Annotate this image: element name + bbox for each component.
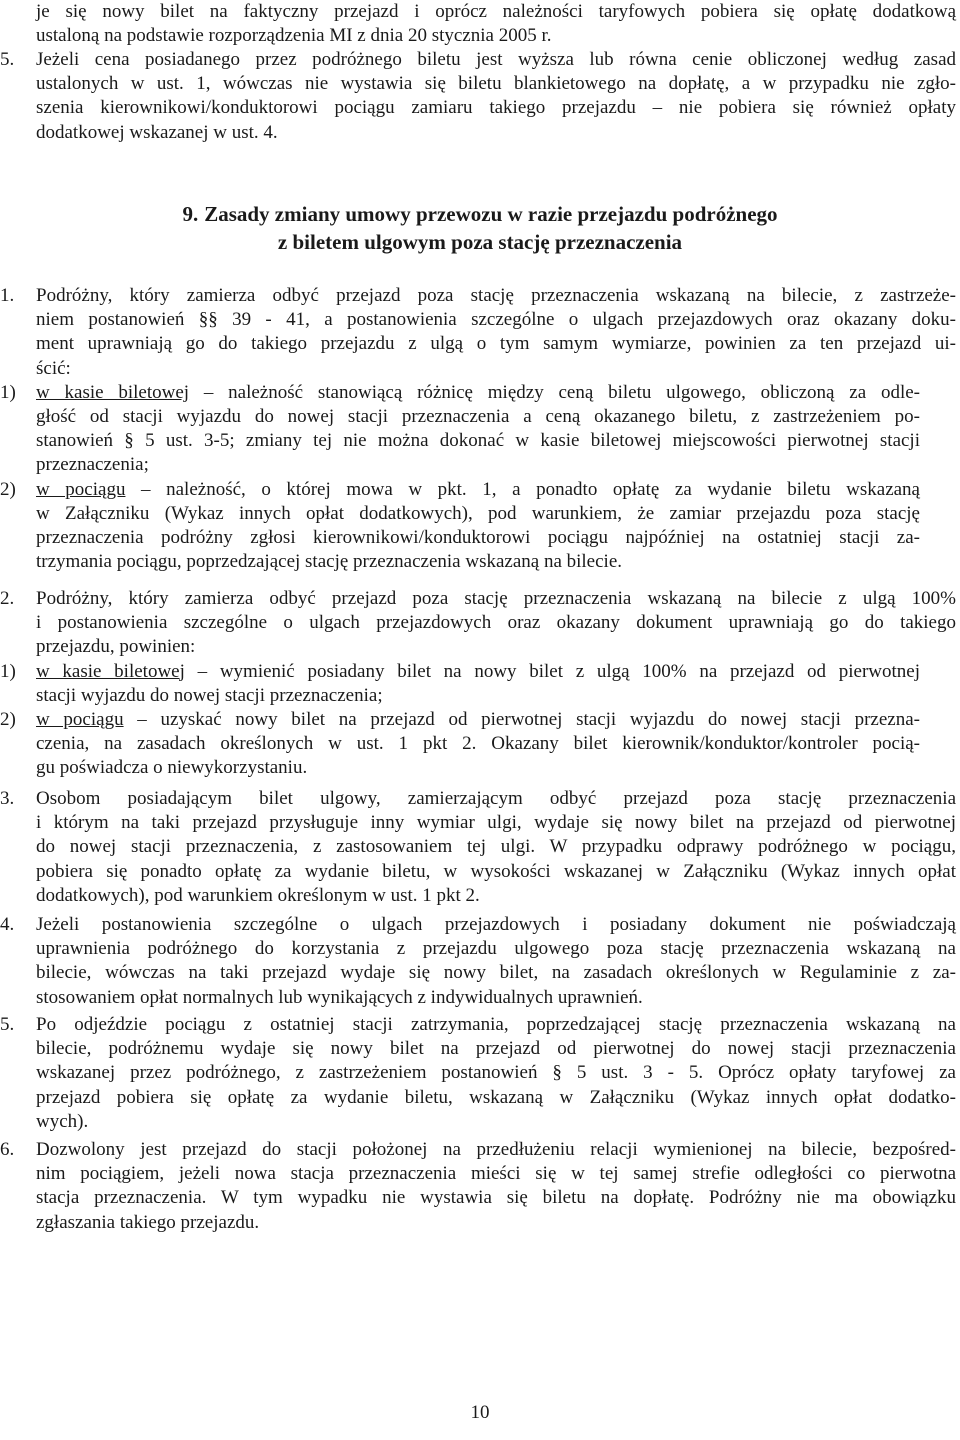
subitem-2-1 <box>0 660 956 708</box>
subitem-line: przeznaczenia; <box>36 454 149 476</box>
item-line: i postanowienia szczególne o ulgach przejazdowych oraz okazany dokument uprawniają go do takiego <box>36 612 956 634</box>
item-number: 3. <box>0 788 15 809</box>
item-line: do nowej stacji przeznaczenia, z zastosowaniem tej ulgi. W przypadku odprawy podróżnego w pociągu, <box>36 836 956 858</box>
item-line: szenia kierownikowi/konduktorowi pociągu zamiaru takiego przejazdu – nie pobiera się również opłaty <box>36 97 956 119</box>
item-line: bilecie, wówczas na taki przejazd wydaje się nowy bilet, na zasadach określonych w Regulaminie z za- <box>36 962 956 984</box>
subitem-first-line <box>36 660 920 684</box>
intro-line: je się nowy bilet na faktyczny przejazd i oprócz należności taryfowych pobiera się opłatę dodatkową <box>36 1 956 22</box>
subitem-line: głość od stacji wyjazdu do nowej stacji przeznaczenia a ceną okazanego biletu, z zastrzeżeniem po- <box>36 406 920 428</box>
item-1 <box>0 284 956 574</box>
item-number: 4. <box>0 914 15 935</box>
item-line: Jeżeli postanowienia szczególne o ulgach przejazdowych i posiadany dokument nie poświadczają <box>36 914 956 935</box>
subitem-number: 1) <box>0 660 16 682</box>
section-heading <box>0 200 960 256</box>
item-line: Podróżny, który zamierza odbyć przejazd poza stację przeznaczenia wskazaną na bilecie, z zastrzeże- <box>36 285 956 306</box>
subitem-lead: w kasie biletowej <box>36 381 190 403</box>
section-title-line-2: z biletem ulgowym poza stację przeznaczenia <box>277 230 683 254</box>
item-line: Podróżny, który zamierza odbyć przejazd poza stację przeznaczenia wskazaną na bilecie z ulgą 100% <box>36 588 956 609</box>
item-line: dodatkowej wskazanej w ust. 4. <box>36 121 278 143</box>
item-line: Dozwolony jest przejazd do stacji położonej na przedłużeniu relacji wymienionej na bilecie, bezpośred- <box>36 1139 956 1160</box>
item-number: 6. <box>0 1139 15 1160</box>
item-line: i którym na taki przejazd przysługuje inny wymiar ulgi, wydaje się nowy bilet na przejazd od pierwotnej <box>36 812 956 834</box>
item-3 <box>0 787 956 908</box>
item-line: Osobom posiadającym bilet ulgowy, zamierzającym odbyć przejazd poza stację przeznaczenia <box>36 788 956 809</box>
intro-line: ustaloną na podstawie rozporządzenia MI z dnia 20 stycznia 2005 r. <box>36 25 552 47</box>
item-line: wych). <box>36 1110 89 1132</box>
item-4 <box>0 913 956 1010</box>
subitem-2-2 <box>0 708 956 781</box>
item-5 <box>0 1013 956 1134</box>
item-number: 1. <box>0 285 15 306</box>
item-line: przejazd pobiera się opłatę za wydanie biletu, wskazaną w Załączniku (Wykaz innych opłat dodatko- <box>36 1086 956 1108</box>
intro-item-5 <box>0 48 956 145</box>
subitem-line: w Załączniku (Wykaz innych opłat dodatkowych), pod warunkiem, że zamiar przejazdu poza stację <box>36 502 920 524</box>
item-line: uprawnienia podróżnego do korzystania z przejazdu ulgowego poza stację przeznaczenia wskazaną na <box>36 938 956 960</box>
item-line: ścić: <box>36 357 71 379</box>
subitem-lead: w kasie biletowej <box>36 660 185 682</box>
item-number: 2. <box>0 588 15 609</box>
subitem-line: gu poświadcza o niewykorzystaniu. <box>36 757 308 779</box>
subitem-number: 2) <box>0 709 16 731</box>
item-line: stacja przeznaczenia. W tym wypadku nie wystawia się biletu na dopłatę. Podróżny nie ma obowiązku <box>36 1187 956 1209</box>
subitem-line: stacji wyjazdu do nowej stacji przeznaczenia; <box>36 684 383 706</box>
subitem-lead: w pociągu <box>36 478 126 500</box>
item-number: 5. <box>0 49 15 70</box>
item-line: wskazanej przez podróżnego, z zastrzeżeniem postanowień § 5 ust. 3 - 5. Oprócz opłaty taryfowej za <box>36 1062 956 1084</box>
item-line: przejazdu, powinien: <box>36 636 196 658</box>
item-line: nim pociągiem, jeżeli nowa stacja przeznaczenia mieści się w tej samej strefie odległości co pierwotna <box>36 1163 956 1185</box>
subitem-lead: w pociągu <box>36 709 124 731</box>
item-line: zgłaszania takiego przejazdu. <box>36 1211 260 1233</box>
item-line: niem postanowień §§ 39 - 41, a postanowienia szczególne o ulgach przejazdowych oraz okazany doku- <box>36 309 956 331</box>
item-line: Po odjeździe pociągu z ostatniej stacji zatrzymania, poprzedzającej stację przeznaczenia wskazaną na <box>36 1014 956 1035</box>
subitem-line: stanowień § 5 ust. 3-5; zmiany tej nie można dokonać w kasie biletowej miejscowości pierwotnej stacji <box>36 430 920 452</box>
subitem-first-line <box>36 478 920 502</box>
section-title-line-1 <box>0 200 960 228</box>
page-number: 10 <box>470 1402 490 1423</box>
subitem-first-rest: – należność stanowiącą różnicę między ceną biletu ulgowego, obliczoną za odle- <box>189 381 920 403</box>
item-line: pobiera się ponadto opłatę za wydanie biletu, w wysokości wskazanej w Załączniku (Wykaz innych opłat <box>36 860 956 882</box>
subitem-first-rest: – wymienić posiadany bilet na nowy bilet z ulgą 100% na przejazd od pierwotnej <box>184 660 920 682</box>
subitem-1-2 <box>0 478 956 575</box>
section-title: Zasady zmiany umowy przewozu w razie przejazdu podróżnego <box>204 202 778 226</box>
section-number: 9. <box>182 202 199 226</box>
item-number: 5. <box>0 1014 15 1035</box>
subitem-first-rest: – uzyskać nowy bilet na przejazd od pierwotnej stacji wyjazdu do nowej stacji przezna- <box>123 709 920 731</box>
item-6 <box>0 1138 956 1235</box>
intro-block <box>36 0 956 48</box>
item-line: stosowaniem opłat normalnych lub wynikających z indywidualnych uprawnień. <box>36 986 643 1008</box>
item-line: ustalonych w ust. 1, wówczas nie wystawia się biletu blankietowego na dopłatę, a w przypadku nie zgło- <box>36 73 956 95</box>
subitem-first-line <box>36 381 920 405</box>
subitem-number: 1) <box>0 381 16 403</box>
subitem-number: 2) <box>0 478 16 500</box>
item-2 <box>0 587 956 781</box>
subitem-line: czenia, na zasadach określonych w ust. 1 pkt 2. Okazany bilet kierownik/konduktor/kontroler pocią- <box>36 733 920 755</box>
subitem-first-rest: – należność, o której mowa w pkt. 1, a ponadto opłatę za wydanie biletu wskazaną <box>125 478 920 500</box>
item-line: Jeżeli cena posiadanego przez podróżnego biletu jest wyższa lub równa cenie obliczonej według zasad <box>36 49 956 70</box>
item-line: dodatkowych), pod warunkiem określonym w ust. 1 pkt 2. <box>36 884 480 906</box>
item-line: bilecie, podróżnemu wydaje się nowy bilet na przejazd od pierwotnej do nowej stacji przeznaczenia <box>36 1038 956 1060</box>
subitem-line: przeznaczenia podróżny zgłosi kierownikowi/konduktorowi pociągu najpóźniej na ostatniej stacji za- <box>36 527 920 549</box>
subitem-1-1 <box>0 381 956 478</box>
item-line: ment uprawniają go do takiego przejazdu z ulgą o tym samym wymiarze, powinien za ten przejazd ui- <box>36 333 956 355</box>
subitem-line: trzymania pociągu, poprzedzającej stację przeznaczenia wskazaną na bilecie. <box>36 551 623 573</box>
subitem-first-line <box>36 708 920 732</box>
